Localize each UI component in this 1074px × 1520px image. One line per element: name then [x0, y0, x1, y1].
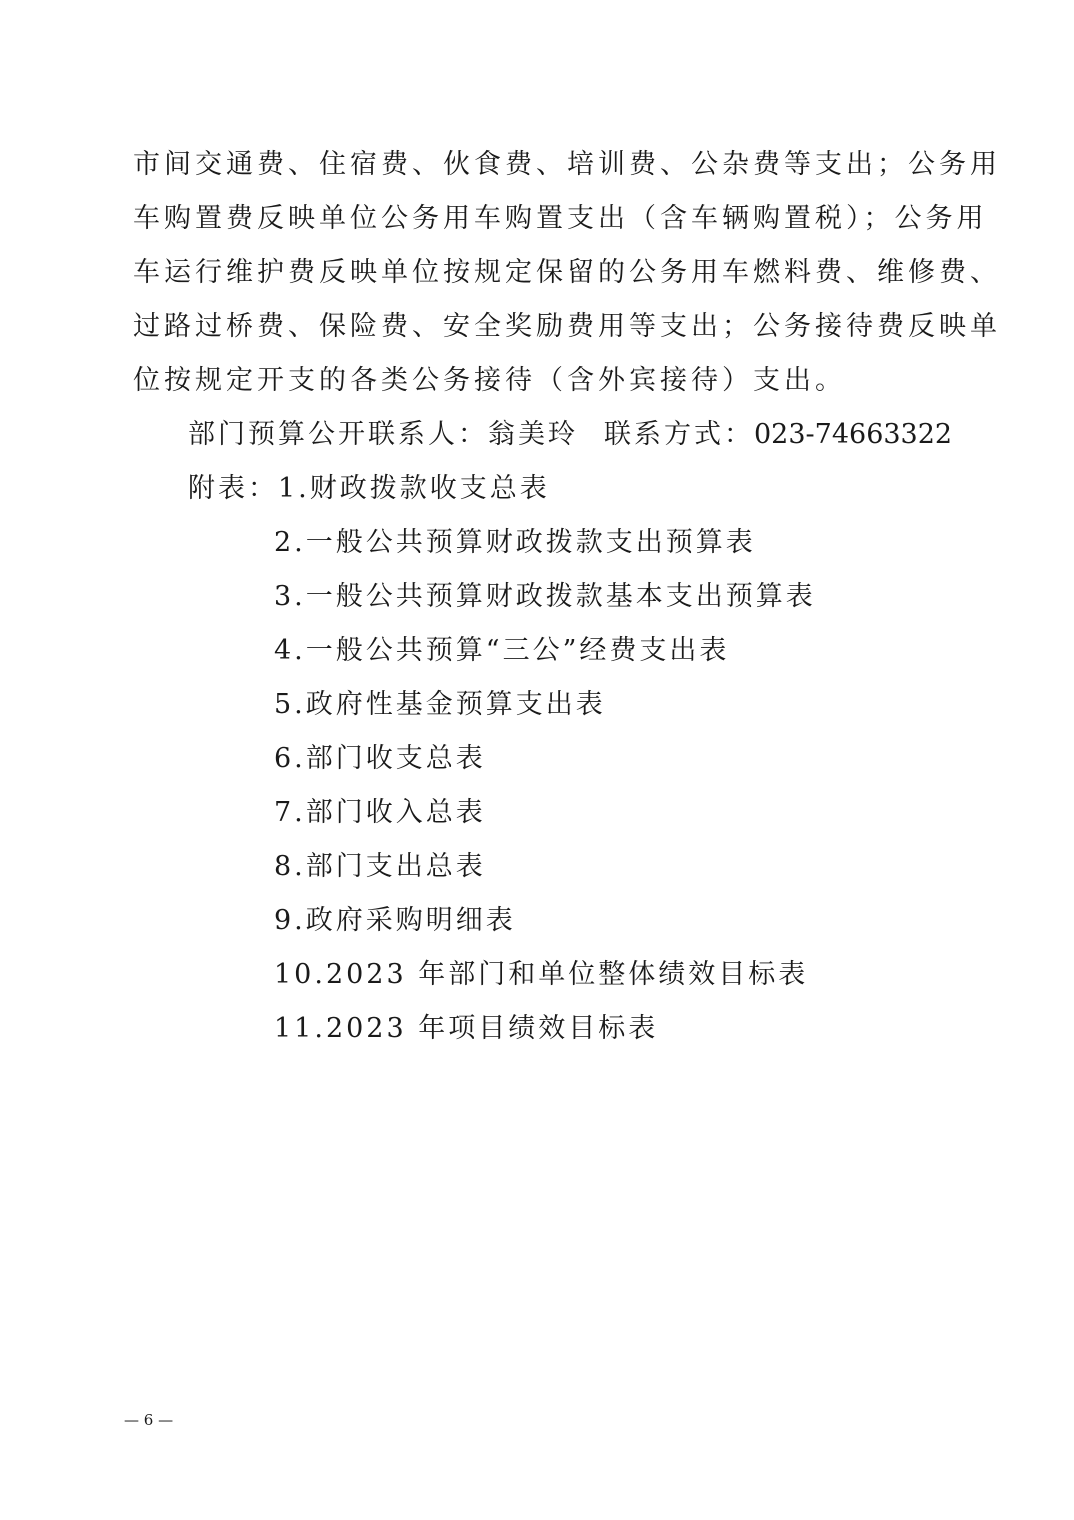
attachment-item: 1.财政拨款收支总表: [278, 473, 550, 504]
paragraph-line: 市间交通费、住宿费、伙食费、培训费、公杂费等支出；公务用: [133, 149, 1001, 180]
attachment-item: 2.一般公共预算财政拨款支出预算表: [274, 527, 756, 558]
attachments-label: 附表：: [188, 473, 278, 504]
attachments-list: [274, 516, 816, 1056]
attachment-item: 4.一般公共预算“三公”经费支出表: [274, 635, 730, 666]
contact-phone-label: 联系方式：: [604, 419, 754, 450]
attachment-item: 5.政府性基金预算支出表: [274, 689, 606, 720]
body-paragraph: [133, 138, 1001, 408]
attachment-item: 7.部门收入总表: [274, 797, 486, 828]
contact-phone: 023-74663322: [754, 419, 953, 450]
page-number: — 6 —: [124, 1411, 174, 1429]
paragraph-line: 车运行维护费反映单位按规定保留的公务用车燃料费、维修费、: [133, 257, 1001, 288]
attachment-item: 10.2023 年部门和单位整体绩效目标表: [274, 959, 809, 990]
attachment-item: 8.部门支出总表: [274, 851, 486, 882]
attachment-item: 3.一般公共预算财政拨款基本支出预算表: [274, 581, 816, 612]
paragraph-line: 位按规定开支的各类公务接待（含外宾接待）支出。: [133, 365, 846, 396]
attachment-item: 6.部门收支总表: [274, 743, 486, 774]
contact-person-name: 翁美玲: [488, 419, 578, 450]
attachments-header: [188, 462, 550, 516]
paragraph-line: 过路过桥费、保险费、安全奖励费用等支出；公务接待费反映单: [133, 311, 1001, 342]
attachment-item: 9.政府采购明细表: [274, 905, 516, 936]
paragraph-line: 车购置费反映单位公务用车购置支出（含车辆购置税）；公务用: [133, 203, 988, 234]
attachment-item: 11.2023 年项目绩效目标表: [274, 1013, 659, 1044]
contact-person-label: 部门预算公开联系人：: [188, 419, 488, 450]
contact-info: [188, 408, 952, 462]
